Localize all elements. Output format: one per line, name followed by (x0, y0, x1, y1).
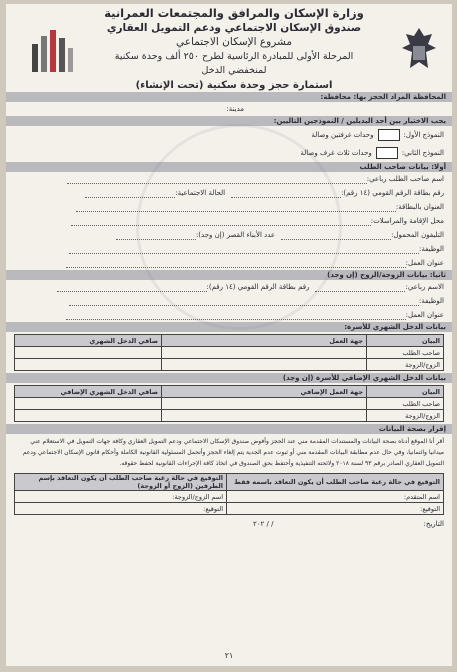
income-extra-header-net: صافي الدخل الشهري الإضافي (15, 386, 162, 398)
table-row (15, 491, 444, 503)
spouse-work-line: عنوان العمل: (6, 308, 452, 322)
signature-single-header: التوقيع في حالة رغبة صاحب الطلب أن يكون التعاقد باسمه فقط (227, 474, 444, 491)
job-line: الوظيفة: (6, 242, 452, 256)
national-id-line: رقم بطاقة الرقم القومي (١٤ رقم):الحالة الاجتماعية: (6, 186, 452, 200)
spouse-band: ثانيا: بيانات الزوجة/الزوج (إن وجد) (6, 270, 452, 280)
income-header-item: البيان (367, 335, 444, 347)
applicant-band: أولا: بيانات صاحب الطلب (6, 162, 452, 172)
model2-row: النموذج الثاني:وحدات ثلاث غرف وصالة (300, 149, 444, 157)
target-group: لمنخفضي الدخل (201, 65, 267, 76)
income-table (14, 334, 444, 371)
signature-table (14, 473, 444, 515)
date-line: التاريخ:/ / ٢٠٢ (253, 520, 444, 528)
model2-checkbox[interactable] (376, 147, 398, 159)
model1-row: النموذج الأول:وحدات غرفتين وصالة (311, 131, 444, 139)
page-number: ٢١ (224, 651, 234, 660)
income-header-employer: جهة العمل (162, 335, 367, 347)
form-page (6, 4, 452, 666)
table-row: الزوج/الزوجة (15, 359, 444, 371)
income-band: بيانات الدخل الشهري للأسرة: (6, 322, 452, 332)
work-address-line: عنوان العمل: (6, 256, 452, 270)
applicant-name-cell[interactable]: اسم المتقدم: (227, 491, 444, 503)
declaration-band: إقرار بصحة البيانات (6, 424, 452, 434)
form-title: استمارة حجز وحدة سكنية (تحت الإنشاء) (135, 79, 333, 91)
choice-band: يجب الاختيار بين أحد البديلين / النموذجين التاليين: (6, 116, 452, 126)
income-extra-header-item: البيان (367, 386, 444, 398)
governorate-band: المحافظة المراد الحجز بها: محافظة: (6, 92, 452, 102)
applicant-name-line: اسم صاحب الطلب رباعي: (6, 172, 452, 186)
fund-logo-icon (28, 26, 76, 76)
signature-both-header: التوقيع في حالة رغبة صاحب الطلب أن يكون التعاقد بإسم الطرفين (الزوج أو الزوجة) (15, 474, 227, 491)
spouse-name-line: الاسم رباعي:رقم بطاقة الرقم القومي (١٤ رقم): (6, 280, 452, 294)
table-row: صاحب الطلب (15, 398, 444, 410)
income-extra-header-employer: جهة العمل الإضافي (162, 386, 367, 398)
income-extra-table (14, 385, 444, 422)
ministry-title: وزارة الإسكان والمرافق والمجتمعات العمرانية (104, 6, 364, 20)
residence-line: محل الإقامة والمراسلات: (6, 214, 452, 228)
form-header (6, 4, 452, 92)
spouse-job-line: الوظيفة: (6, 294, 452, 308)
initiative-title: المرحلة الأولى للمبادرة الرئاسية لطرح ٢٥٠ ألف وحدة سكنية (114, 50, 354, 62)
table-row: صاحب الطلب (15, 347, 444, 359)
table-row (15, 503, 444, 515)
fund-title: صندوق الإسكان الاجتماعي ودعم التمويل العقاري (106, 21, 362, 34)
egypt-eagle-emblem-icon (398, 24, 440, 76)
spouse-name-cell[interactable]: اسم الزوج/الزوجة: (15, 491, 227, 503)
address-card-line: العنوان بالبطاقة: (6, 200, 452, 214)
declaration-text: أقر أنا الموقع أدناه بصحة البيانات والمستندات المقدمة مني عند الحجز وأفوض صندوق الإسكان الاجتماعي ودعم التمويل العقاري وكافة جهات التمويل في الاستعلام عني ميدانيا وائتمانيا، وفي حال عدم مطابقة البيانات المقدمة مني أو ثبوت عدم الجدية يتم إلغاء الحجز وأتحمل المسئولية القانونية الكاملة وأحكام قانون الإسكان الاجتماعي ودعم التمويل العقاري الصادر برقم ٩٣ لسنة ٢٠١٨ ولائحته التنفيذية وأحتفظ بحق الصندوق في اتخاذ كافة الإجراءات القانونية لحفظ حقوقه. (22, 438, 444, 467)
project-title: مشروع الإسكان الاجتماعي (175, 36, 293, 48)
table-row: الزوج/الزوجة (15, 410, 444, 422)
date-value: / / ٢٠٢ (253, 520, 274, 528)
spouse-signature-cell[interactable]: التوقيع: (15, 503, 227, 515)
mobile-line: التليفون المحمول:عدد الأبناء القصر (إن وجد): (6, 228, 452, 242)
city-line: مدينة: (226, 105, 244, 113)
applicant-signature-cell[interactable]: التوقيع: (227, 503, 444, 515)
income-extra-band: بيانات الدخل الشهري الإضافي للأسرة (إن وجد) (6, 373, 452, 383)
model1-checkbox[interactable] (378, 129, 400, 141)
income-header-net: صافي الدخل الشهري (15, 335, 162, 347)
